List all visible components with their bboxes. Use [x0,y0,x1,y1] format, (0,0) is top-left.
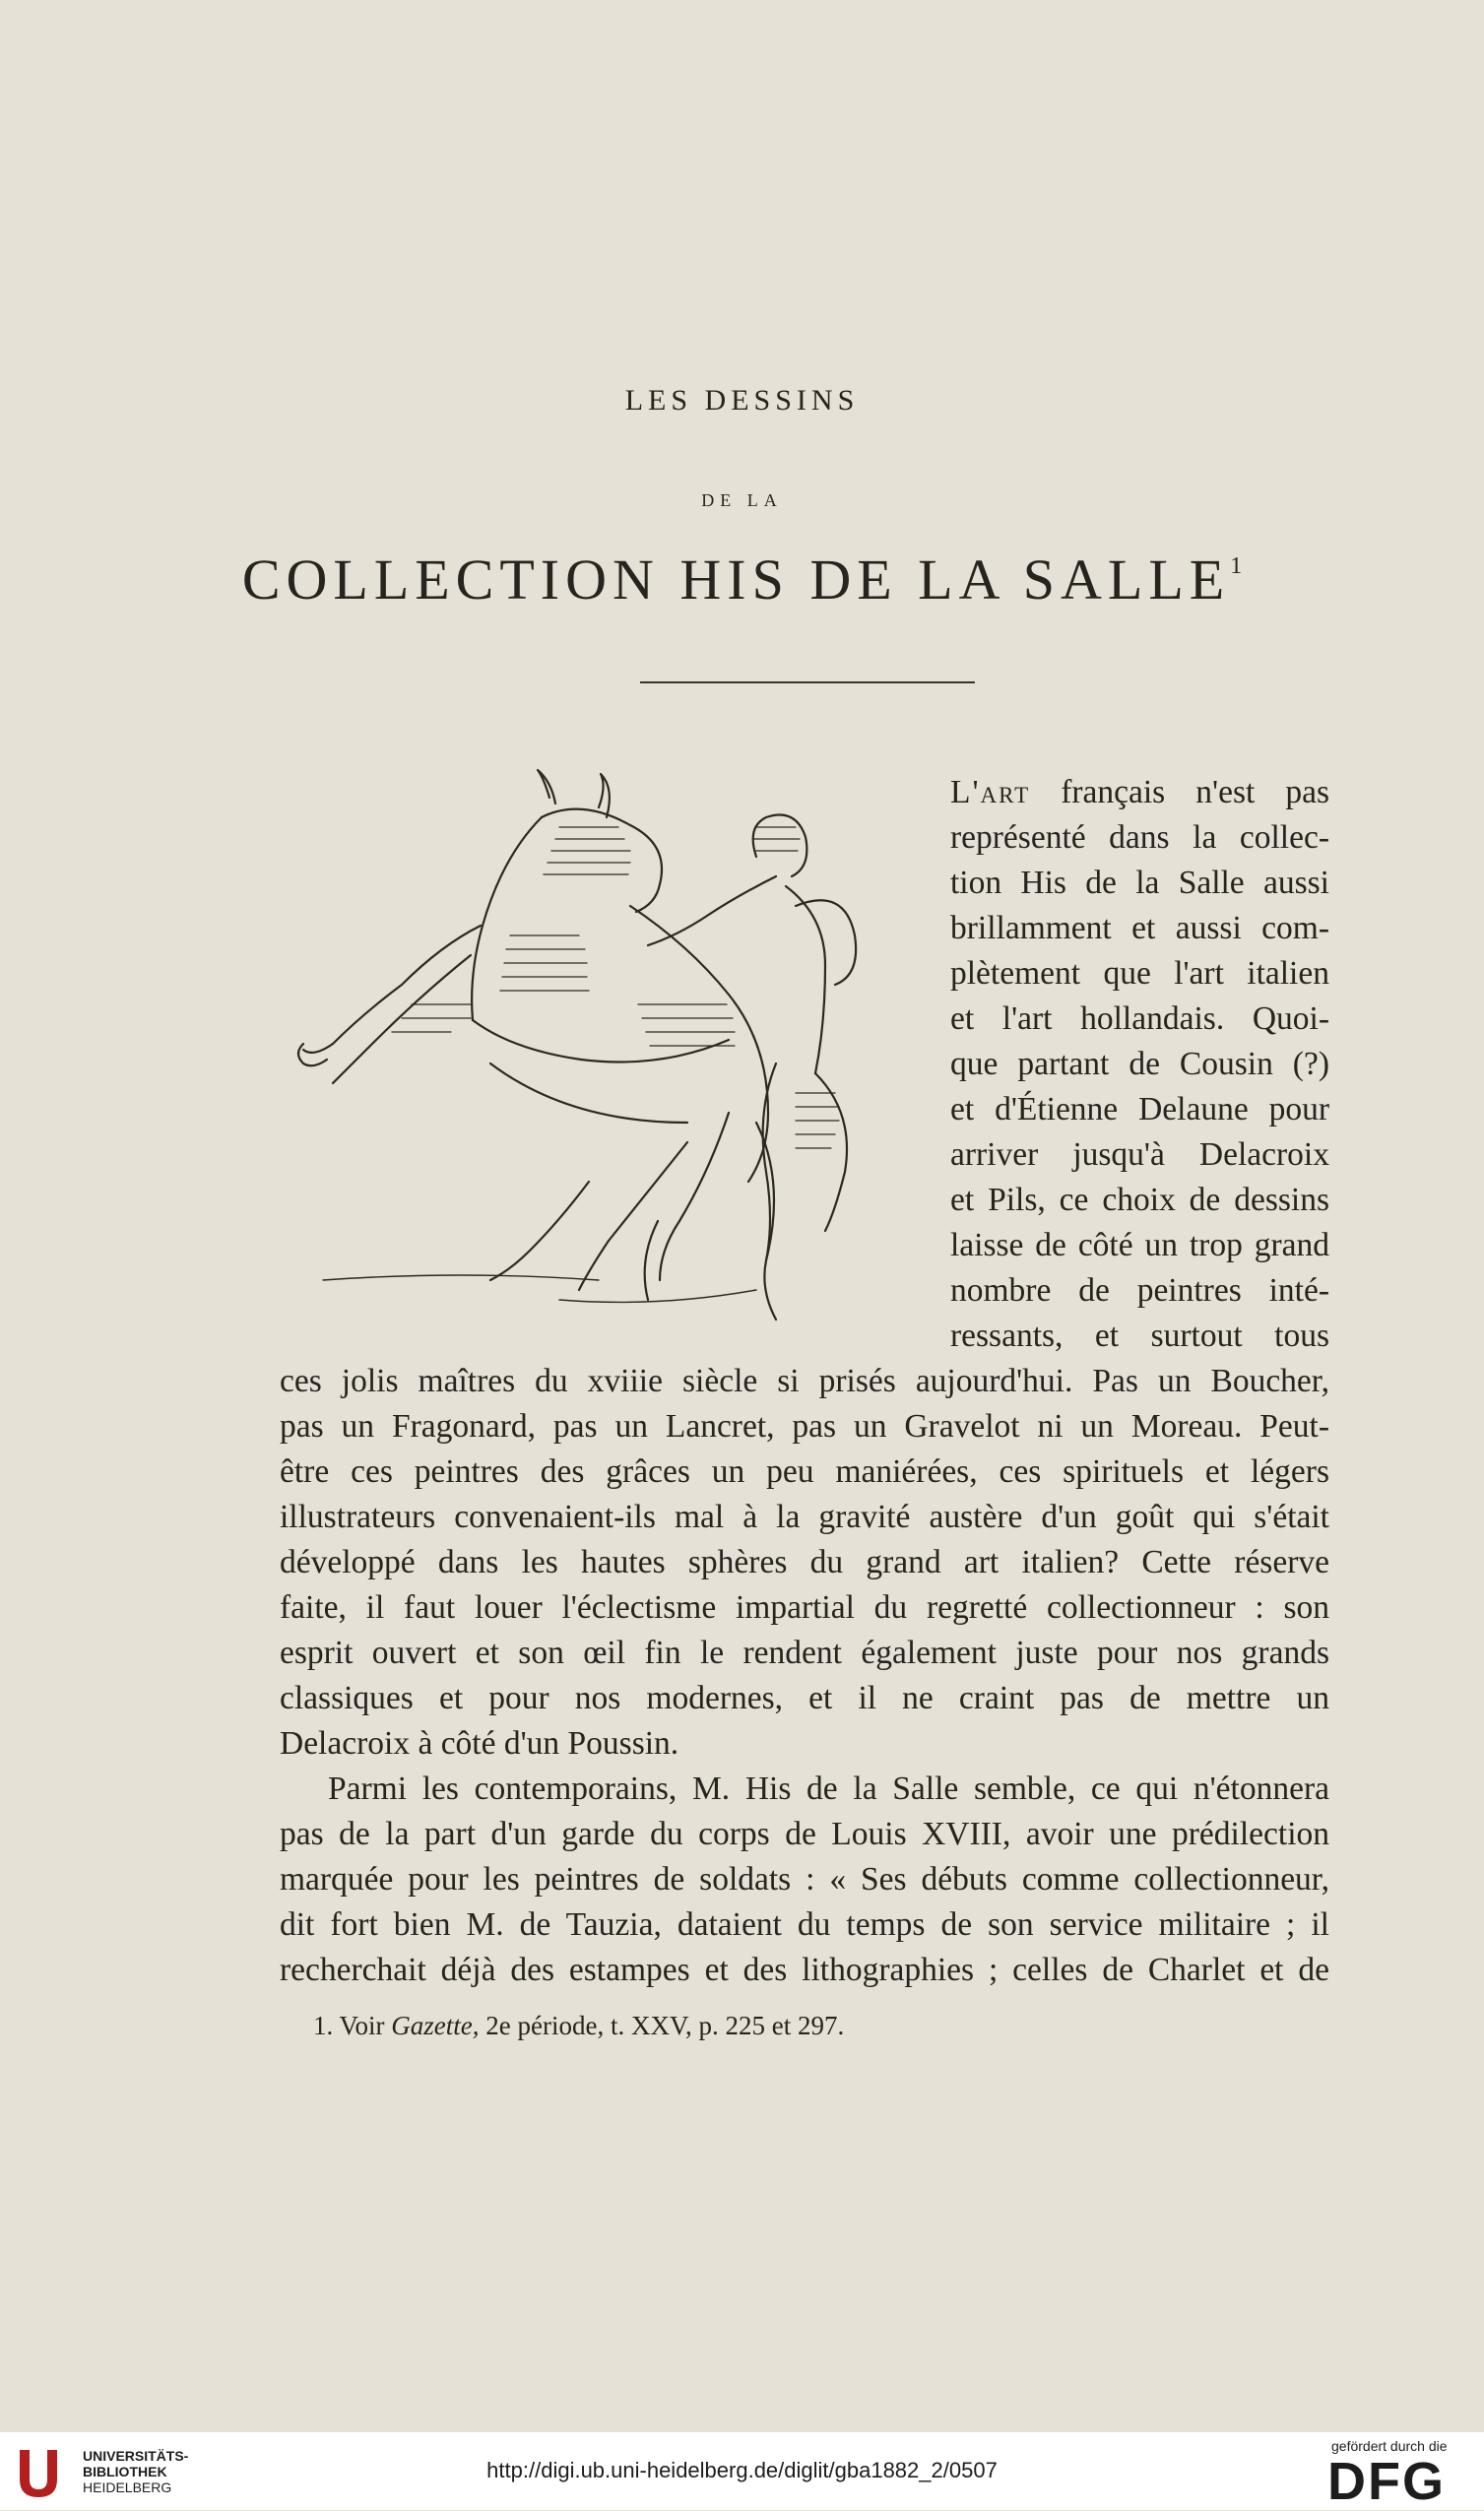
body-line-full-9: Delacroix à côté d'un Poussin. [280,1725,679,1762]
body-line-narrow-5: plètement que l'art italien [950,955,1329,992]
body-line-narrow-6: et l'art hollandais. Quoi- [950,1000,1329,1037]
body-line-text: français n'est pas [1061,774,1330,810]
title-line-3 [0,547,1484,612]
body-line-narrow-10: et Pils, ce choix de dessins [950,1182,1329,1218]
body-line-full-6: faite, il faut louer l'éclectisme impartial du regretté collectionneur : son [280,1589,1329,1626]
body-line-narrow-12: nombre de peintres inté- [950,1272,1329,1309]
body-line-full-2: pas un Fragonard, pas un Lancret, pas un Gravelot ni un Moreau. Peut- [280,1408,1329,1445]
dfg-logo: DFG [1327,2452,1446,2511]
body-line-full-3: être ces peintres des grâces un peu maniérées, ces spirituels et légers [280,1453,1329,1490]
footnote-prefix: Voir [339,2011,385,2040]
footnote-journal: Gazette, [391,2011,480,2040]
title-line-2: DE LA [701,490,783,510]
source-url-link[interactable]: http://digi.ub.uni-heidelberg.de/diglit/gba1882_2/0507 [486,2458,998,2482]
body-line-full-5: développé dans les hautes sphères du grand art italien? Cette réserve [280,1544,1329,1580]
footnote-rest: 2e période, t. XXV, p. 225 et 297. [485,2011,845,2040]
body-line-narrow-2: représenté dans la collec- [950,819,1329,856]
body-line-full-4: illustrateurs convenaient-ils mal à la gravité austère d'un goût qui s'était [280,1499,1329,1535]
library-name-line-2: BIBLIOTHEK [83,2464,167,2479]
library-name-line-3: HEIDELBERG [83,2479,172,2495]
body-line-narrow-4: brillamment et aussi com- [950,910,1329,946]
body-line-full-8: classiques et pour nos modernes, et il ne craint pas de mettre un [280,1680,1329,1716]
bull-and-man-drawing-icon [264,768,936,1344]
title-line-1: LES DESSINS [624,384,860,417]
body-line-narrow-7: que partant de Cousin (?) [950,1046,1329,1082]
body-line-para2-1: Parmi les contemporains, M. His de la Salle semble, ce qui n'étonnera [328,1771,1329,1807]
body-line-narrow-13: ressants, et surtout tous [950,1318,1329,1354]
body-line-para2-2: pas de la part d'un garde du corps de Louis XVIII, avoir une prédilection [280,1816,1329,1852]
body-line-para2-4: dit fort bien M. de Tauzia, dataient du temps de son service militaire ; il [280,1906,1329,1943]
footnote-number: 1. [313,2011,334,2040]
footer-bar [0,2432,1484,2510]
funder-text: gefördert durch die [1331,2438,1448,2454]
body-line-para2-3: marquée pour les peintres de soldats : « Ses débuts comme collectionneur, [280,1861,1329,1898]
body-line-full-1: ces jolis maîtres du xviiie siècle si prisés aujourd'hui. Pas un Boucher, [280,1363,1329,1399]
library-name-line-1: UNIVERSITÄTS- [83,2448,189,2464]
body-line-full-7: esprit ouvert et son œil fin le rendent également juste pour nos grands [280,1635,1329,1671]
body-line-narrow-3: tion His de la Salle aussi [950,865,1329,901]
title-footnote-mark: 1 [1230,553,1243,579]
footnote [313,2011,844,2041]
body-line-narrow-11: laisse de côté un trop grand [950,1227,1329,1263]
main-title: COLLECTION HIS DE LA SALLE [241,547,1231,612]
body-line-narrow-1 [950,770,1329,815]
first-word-smallcaps: L'art [950,774,1031,810]
body-line-narrow-9: arriver jusqu'à Delacroix [950,1136,1329,1173]
body-line-narrow-8: et d'Étienne Delaune pour [950,1091,1329,1127]
body-line-para2-5: recherchait déjà des estampes et des lithographies ; celles de Charlet et de [280,1952,1329,1988]
title-divider [640,681,975,683]
